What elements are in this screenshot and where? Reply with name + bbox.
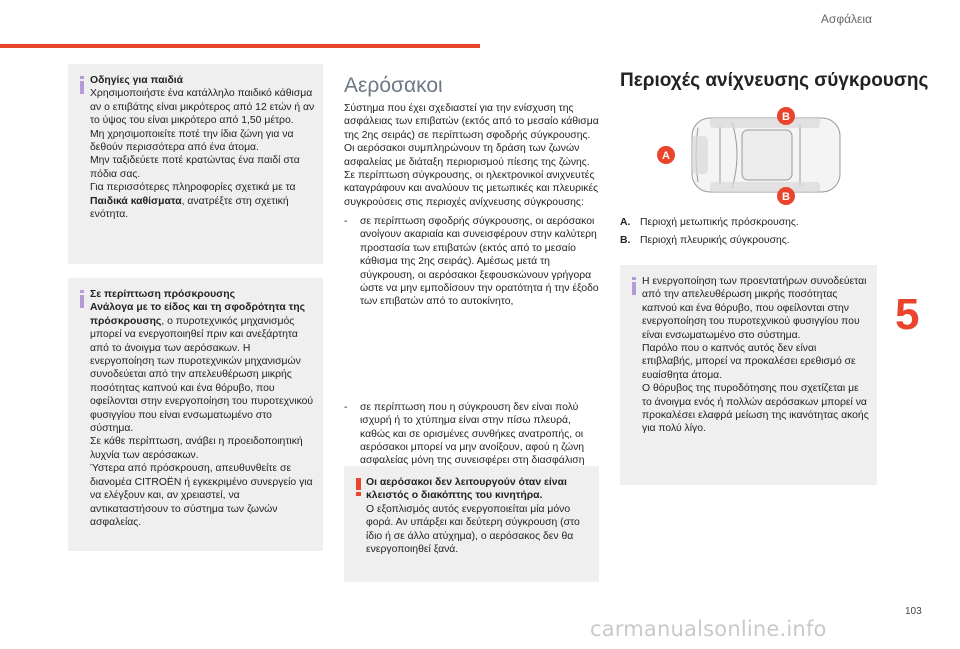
watermark: carmanualsonline.info [590, 617, 827, 641]
header-accent-bar [0, 44, 480, 48]
warning-box-airbags [344, 466, 599, 582]
info-box-collision [68, 278, 323, 551]
section-title: Ασφάλεια [820, 12, 872, 26]
info-box-pretensioners [620, 265, 877, 485]
chapter-number: 5 [895, 290, 920, 339]
zone-label-b-bottom-marker [777, 187, 795, 205]
car-collision-zones-figure [650, 100, 860, 212]
legend-key: B. [620, 235, 631, 246]
zone-label-b-bottom: B [782, 191, 790, 203]
box-text: Η ενεργοποίηση των προεντατήρων συνοδεύεται από την απελευθέρωση μικρής ποσότητας καπνού και ένα θόρυβο, που οφείλονται στην ενεργοποίηση του πυροτεχνικού φυσιγγίου που είναι ενσωματωμένο στο σύστημα. Παρόλο που ο καπνός αυτός δεν είναι επιβλαβής, μπορεί να προκαλέσει ερεθισμό σε ευαίσθητα άτομα. Ο θόρυβος της πυροδότησης που σχετίζεται με το άνοιγμα ενός ή πολλών αερόσακων μπορεί να προκαλέσει ελαφρά μείωση της ικανότητας ακοής για πολύ λίγο. [642, 276, 869, 435]
zone-label-a: A [662, 150, 670, 162]
box-lead: Ανάλογα με το είδος και τη σφοδρότητα της πρόσκρουσης [90, 302, 306, 327]
legend-text: Περιοχή πλευρικής σύγκρουσης. [640, 235, 790, 246]
zones-title: Περιοχές ανίχνευσης σύγκρουσης [620, 70, 929, 91]
box-title: Σε περίπτωση πρόσκρουσης [90, 289, 235, 300]
bullet-text: σε περίπτωση σφοδρής σύγκρουσης, οι αερόσακοι ανοίγουν ακαριαία και συνεισφέρουν στην καλύτερη προστασία των επιβατών (εκτός από το μεσαίο κάθισμα της 2ης σειράς). Αμέσως μετά τη σύγκρουση, οι αερόσακοι ξεφουσκώνουν γρήγορα ώστε να μην εμποδίσουν την ορατότητα ή την έξοδο των επιβατών από το αυτοκίνητο, [360, 216, 599, 308]
warning-icon [352, 478, 366, 496]
info-icon [628, 277, 642, 295]
zone-label-b-top: B [782, 111, 790, 123]
legend-key: A. [620, 217, 631, 228]
legend-item-a [620, 216, 799, 229]
box-title: Οδηγίες για παιδιά [90, 75, 184, 86]
legend-text: Περιοχή μετωπικής πρόσκρουσης. [640, 217, 799, 228]
bullet-item [344, 215, 600, 309]
box-text: Χρησιμοποιήστε ένα κατάλληλο παιδικό κάθισμα αν ο επιβάτης είναι μικρότερος από 12 ετών ή αν το ύψος του είναι μικρότερο από 1,50 μέτρο. Μη χρησιμοποιείτε ποτέ την ίδια ζώνη για να δεθούν περισσότερα από ένα άτομα. Μην ταξιδεύετε ποτέ κρατώντας ένα παιδί στα πόδια σας. Για περισσότερες πληροφορίες σχετικά με τα [90, 88, 315, 194]
info-box-children [68, 64, 323, 264]
box-text: , ο πυροτεχνικός μηχανισμός μπορεί να ενεργοποιηθεί πριν και ανεξάρτητα από το άνοιγμα των αερόσακων. Η ενεργοποίηση των πυροτεχνικών μηχανισμών συνοδεύεται από την απελευθέρωση μικρής ποσότητας καπνού και ένα θόρυβο, που οφείλονται στην ενεργοποίηση του πυροτεχνικού φυσιγγίου που είναι ενσωματωμένο στο σύστημα. Σε κάθε περίπτωση, ανάβει η προειδοποιητική λυχνία των αερόσακων. Ύστερα από πρόσκρουση, απευθυνθείτε σε διανομέα CITROËN ή εγκεκριμένο συνεργείο για να ελέγξουν και, αν χρειαστεί, να αντικαταστήσουν το σύστημα των ζωνών ασφαλείας. [90, 315, 314, 528]
bullet-dash: - [344, 216, 348, 227]
zone-label-a-marker [657, 146, 675, 164]
box-title: Οι αερόσακοι δεν λειτουργούν όταν είναι κλειστός ο διακόπτης του κινητήρα. [366, 477, 567, 502]
airbags-title: Αερόσακοι [344, 74, 443, 97]
info-icon [76, 76, 90, 94]
child-seats-reference[interactable]: Παιδικά καθίσματα [90, 195, 182, 207]
bullet-text: σε περίπτωση που η σύγκρουση δεν είναι πολύ ισχυρή ή το χτύπημα είναι στην πίσω πλευρά, καθώς και σε ορισμένες συνθήκες ανατροπής, οι αερόσακοι μπορεί να μην ανοίξουν, αφού η ζώνη ασφαλείας μόνη της συνεισφέρει στη διασφάλιση [360, 401, 585, 467]
airbags-intro: Σύστημα που έχει σχεδιαστεί για την ενίσχυση της ασφάλειας των επιβατών (εκτός από το μεσαίο κάθισμα της 2ης σειράς) σε περίπτωση σφοδρής σύγκρουσης. Οι αερόσακοι συμπληρώνουν τη δράση των ζωνών ασφαλείας με διάταξη περιορισμού πίεσης της ζώνης. Σε περίπτωση σύγκρουσης, οι ηλεκτρονικοί ανιχνευτές καταγράφουν και αναλύουν τις μετωπικές και πλευρικές συγκρούσεις στις περιοχές ανίχνευσης σύγκρουσης: [344, 103, 599, 208]
car-top-view [692, 118, 840, 192]
box-text-after: , ανατρέξτε στη σχετική ενότητα. [90, 195, 289, 221]
legend-item-b [620, 234, 790, 247]
box-text: Ο εξοπλισμός αυτός ενεργοποιείται μία μόνο φορά. Αν υπάρξει και δεύτερη σύγκρουση (στο ίδιο ή σε άλλο ατύχημα), ο αερόσακος δεν θα ενεργοποιηθεί ξανά. [366, 503, 580, 556]
bullet-dash: - [344, 401, 348, 413]
page-number: 103 [905, 606, 922, 617]
info-icon [76, 290, 90, 308]
zone-label-b-top-marker [777, 107, 795, 125]
